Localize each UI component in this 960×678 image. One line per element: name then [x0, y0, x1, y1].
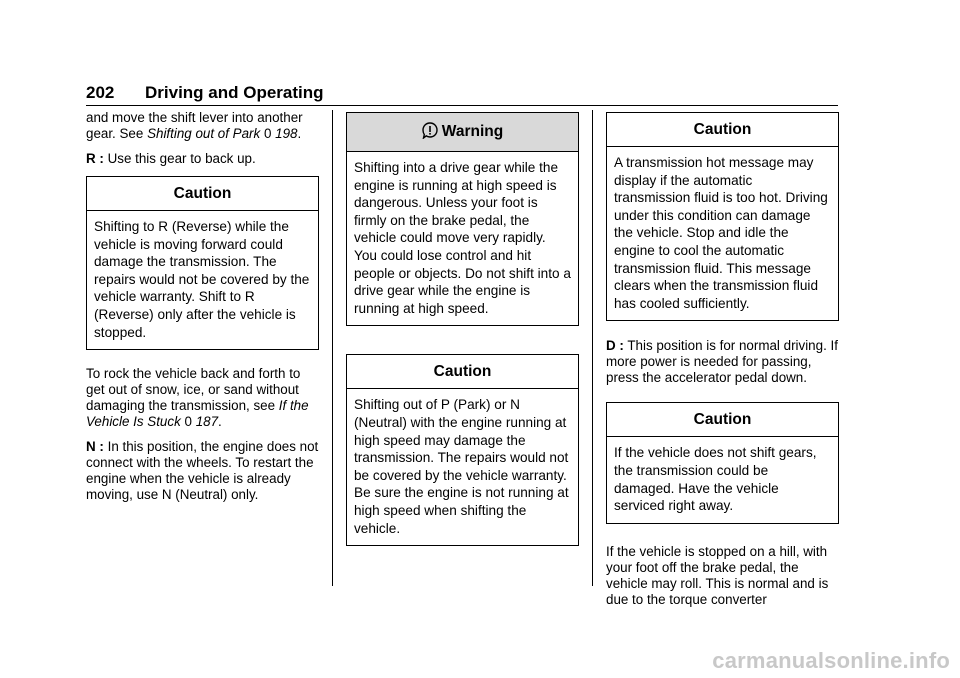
paragraph-drive: D : This position is for normal driving. If more power is needed for passing, press the accelerator pedal down. — [606, 338, 838, 386]
page-ref-number[interactable]: 187 — [195, 414, 219, 430]
column-2 — [346, 112, 579, 546]
link-shifting-out-of-park[interactable]: Shifting out of Park — [147, 126, 261, 141]
page-ref-arrow: 0 — [263, 126, 272, 141]
column-3 — [606, 112, 839, 617]
paragraph-neutral: N : In this position, the engine does not connect with the wheels. To restart the engine when the vehicle is already moving, use N (Neutral) only. — [86, 439, 319, 503]
caution-title: Caution — [87, 177, 318, 211]
gear-label-n: N : — [86, 439, 104, 455]
caution-body: A transmission hot message may display if the automatic transmission fluid is too hot. Driving under this condition can damage the vehicle. Stop and idle the engine to cool the automatic transmission fluid. This message clears when the transmission fluid has cooled sufficiently. — [614, 155, 828, 311]
warning-title: Warning — [441, 123, 504, 140]
column-divider-right — [592, 110, 593, 586]
link-vehicle-is-stuck[interactable]: If the Vehicle Is Stuck — [86, 398, 309, 430]
section-title: Driving and Operating — [145, 83, 324, 102]
caution-title: Caution — [347, 355, 578, 389]
gear-label-d: D : — [606, 338, 624, 354]
caution-box-transmission-hot — [606, 112, 839, 321]
warning-body: Shifting into a drive gear while the engine is running at high speed is dangerous. Unless your foot is firmly on the brake pedal, the vehicle could move very rapidly. You could lose control and hit people or objects. Do not shift into a drive gear while the engine is running at high speed. — [354, 160, 571, 316]
caution-title: Caution — [607, 113, 838, 147]
page-ref-arrow: 0 — [184, 414, 192, 430]
warning-icon — [422, 122, 438, 143]
page-number: 202 — [86, 83, 115, 102]
paragraph-reverse: R : Use this gear to back up. — [86, 151, 256, 166]
caution-box-reverse — [86, 176, 319, 350]
caution-box-shift-gears — [606, 402, 839, 523]
paragraph-shift-lever: and move the shift lever into another gear. See Shifting out of Park 0 198. — [86, 110, 303, 141]
paragraph-hill: If the vehicle is stopped on a hill, with your foot off the brake pedal, the vehicle may roll. This is normal and is due to the torque converter — [606, 543, 829, 607]
watermark: carmanualsonline.info — [712, 648, 950, 673]
column-divider-left — [332, 110, 333, 586]
warning-box — [346, 112, 579, 326]
page-header — [86, 83, 838, 106]
caution-title: Caution — [607, 403, 838, 437]
caution-box-park-neutral — [346, 354, 579, 546]
column-1 — [86, 110, 320, 512]
caution-body: Shifting out of P (Park) or N (Neutral) with the engine running at high speed may damage the transmission. The repairs would not be covered by the vehicle warranty. Be sure the engine is not running at high speed when shifting the vehicle. — [354, 397, 569, 536]
paragraph-rock-vehicle: To rock the vehicle back and forth to get out of snow, ice, or sand without damaging the transmission, see If the Vehicle Is Stuck 0 187. — [86, 366, 309, 430]
gear-label-r: R : — [86, 151, 104, 166]
caution-body: Shifting to R (Reverse) while the vehicle is moving forward could damage the transmission. The repairs would not be covered by the vehicle warranty. Shift to R (Reverse) only after the vehicle is stopped. — [94, 219, 310, 340]
caution-body: If the vehicle does not shift gears, the transmission could be damaged. Have the vehicle serviced right away. — [614, 445, 817, 514]
page-ref-number[interactable]: 198 — [275, 126, 298, 141]
warning-header — [347, 113, 578, 152]
